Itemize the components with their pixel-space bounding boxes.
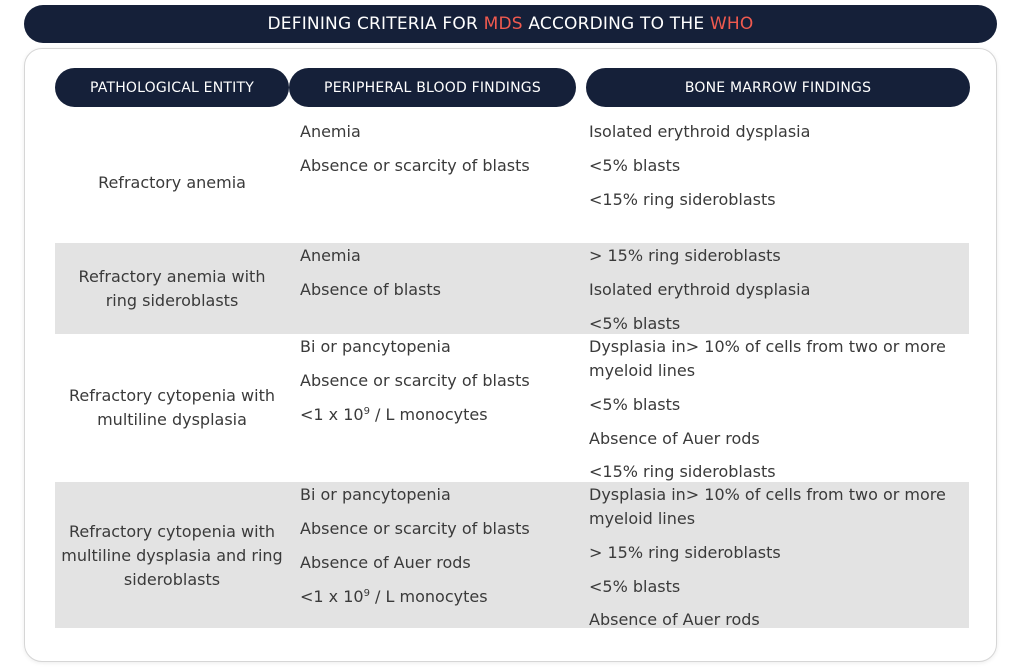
blood-finding: Absence or scarcity of blasts [300,371,530,390]
marrow-finding: > 15% ring sideroblasts [589,543,781,562]
title-mds: MDS [483,14,523,34]
blood-finding: Bi or pancytopenia [300,485,451,504]
header-bone-marrow: BONE MARROW FINDINGS [586,68,970,107]
marrow-finding: <15% ring sideroblasts [589,190,776,209]
header-peripheral-blood: PERIPHERAL BLOOD FINDINGS [289,68,576,107]
marrow-finding: Dysplasia in> 10% of cells from two or more myeloid lines [589,337,946,380]
marrow-finding: Isolated erythroid dysplasia [589,280,811,299]
page-title [24,5,997,43]
marrow-finding: Isolated erythroid dysplasia [589,122,811,141]
marrow-finding: <5% blasts [589,314,681,333]
title-text-part2: ACCORDING TO THE [522,14,710,34]
entity-cell: Refractory anemia with ring sideroblasts [78,266,266,310]
blood-finding-monocytes [300,403,488,427]
monocytes-exponent: 9 [363,406,370,417]
marrow-finding: <5% blasts [589,395,681,414]
monocytes-prefix: <1 x 10 [300,405,364,424]
blood-finding-monocytes [300,585,488,609]
entity-cell: Refractory cytopenia with multiline dysplasia and ring sideroblasts [61,522,283,589]
monocytes-prefix: <1 x 10 [300,587,364,606]
entity-cell: Refractory anemia [98,173,246,192]
blood-finding: Absence of blasts [300,280,442,299]
monocytes-exponent: 9 [363,588,370,599]
monocytes-suffix: / L monocytes [369,405,488,424]
marrow-finding: Absence of Auer rods [589,429,760,448]
marrow-finding: Absence of Auer rods [589,610,760,629]
blood-finding: Absence or scarcity of blasts [300,519,530,538]
marrow-finding: <5% blasts [589,156,681,175]
blood-finding: Bi or pancytopenia [300,337,451,356]
blood-finding: Anemia [300,122,361,141]
header-pathological-entity: PATHOLOGICAL ENTITY [55,68,289,107]
marrow-finding: Dysplasia in> 10% of cells from two or more myeloid lines [589,485,946,528]
blood-finding: Absence or scarcity of blasts [300,156,530,175]
title-text-part1: DEFINING CRITERIA FOR [267,14,484,34]
monocytes-suffix: / L monocytes [369,587,488,606]
marrow-finding: <15% ring sideroblasts [589,462,776,481]
blood-finding: Anemia [300,246,361,265]
marrow-finding: > 15% ring sideroblasts [589,246,781,265]
entity-cell: Refractory cytopenia with multiline dysplasia [69,386,275,429]
title-who: WHO [709,14,754,34]
blood-finding: Absence of Auer rods [300,553,471,572]
marrow-finding: <5% blasts [589,577,681,596]
